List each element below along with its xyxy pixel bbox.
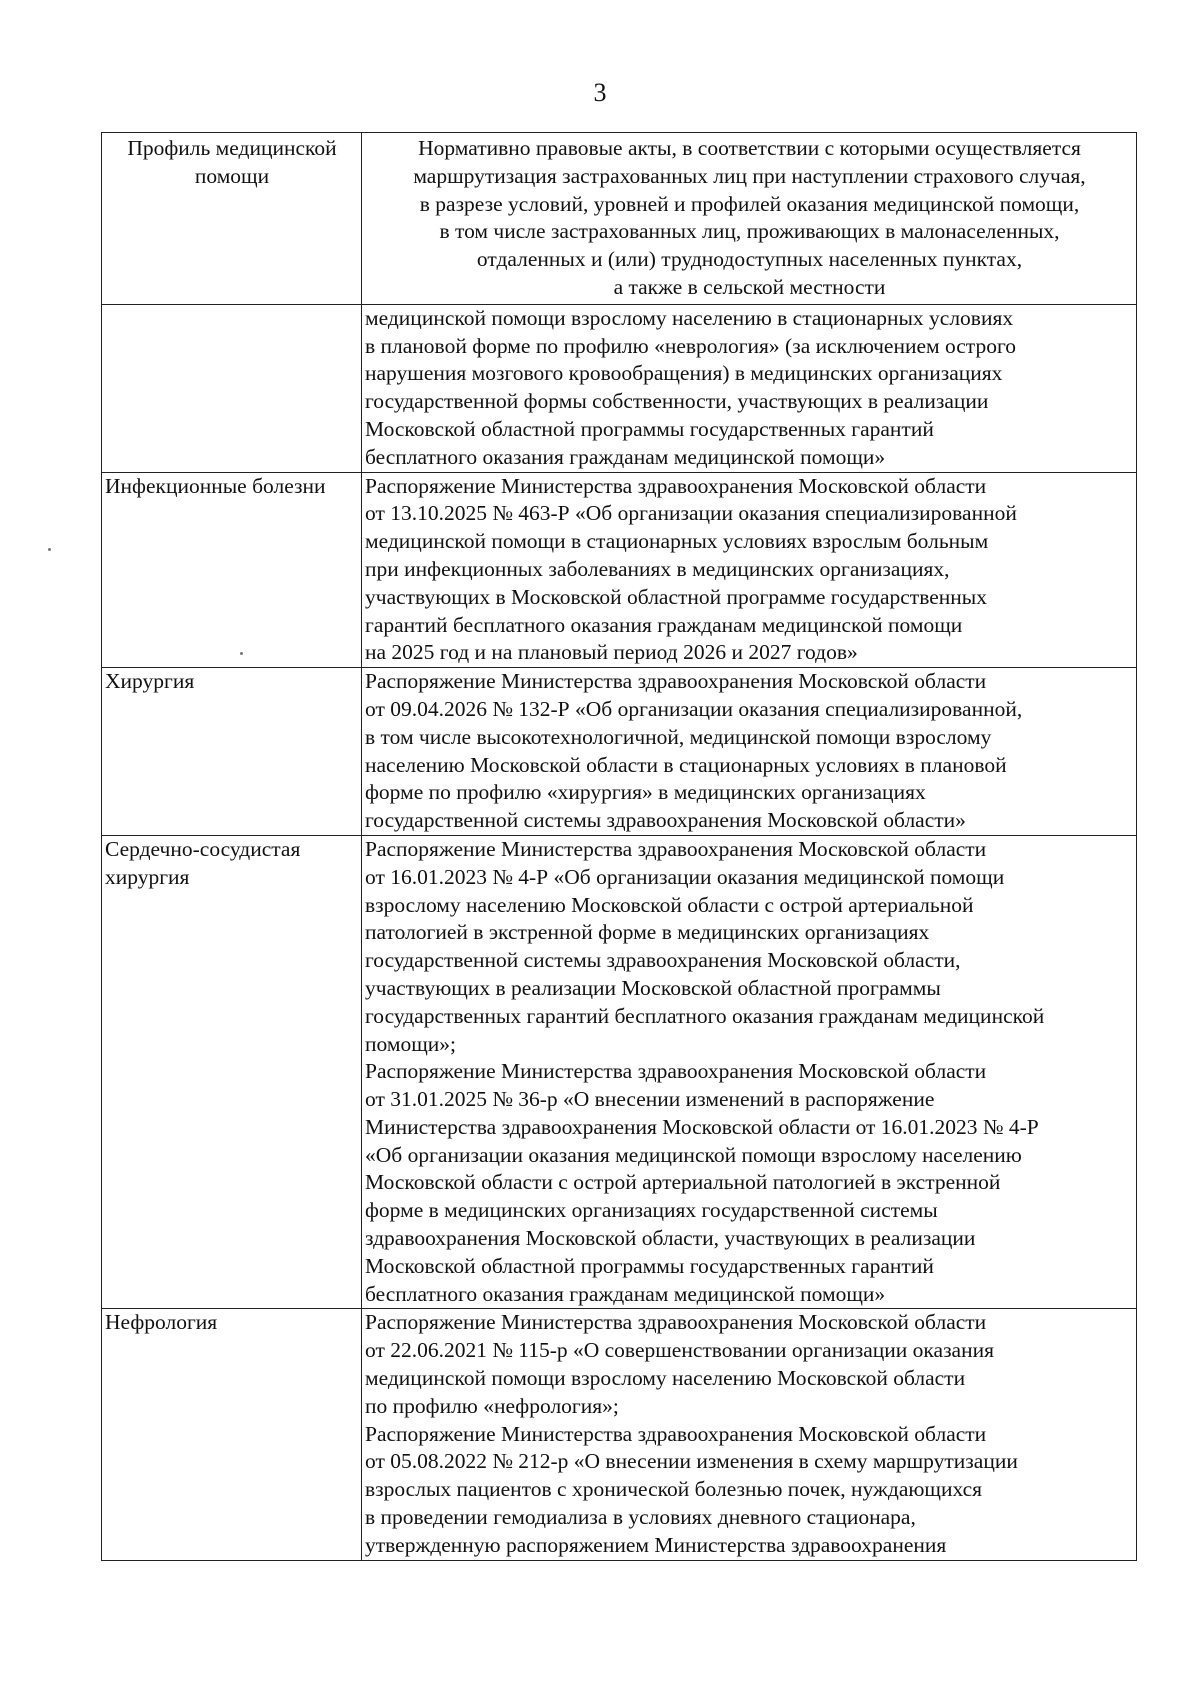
text-line: бесплатного оказания гражданам медицинской помощи» — [365, 1281, 886, 1306]
text-line: хирургия — [105, 864, 190, 889]
text-line: в том числе застрахованных лиц, проживающих в малонаселенных, — [439, 219, 1060, 244]
text-line: медицинской помощи в стационарных условиях взрослым больным — [365, 529, 989, 554]
text-line: от 16.01.2023 № 4-Р «Об организации оказания медицинской помощи — [365, 864, 1005, 889]
text-line: а также в сельской местности — [613, 274, 886, 299]
text-line: отдаленных и (или) труднодоступных населенных пунктах, — [476, 247, 1023, 272]
table-body — [102, 304, 1137, 1560]
text-line: Сердечно-сосудистая — [105, 836, 301, 861]
text-line: форме в медицинских организациях государственной системы — [365, 1198, 938, 1223]
text-line: Министерства здравоохранения Московской области от 16.01.2023 № 4-Р — [365, 1114, 1039, 1139]
profile-cell — [102, 472, 362, 668]
text-line: Распоряжение Министерства здравоохранения Московской области — [365, 1310, 987, 1335]
text-line: Профиль медицинской — [127, 136, 337, 160]
text-line: Нормативно правовые акты, в соответствии с которыми осуществляется — [418, 136, 1081, 160]
text-line: по профилю «нефрология»; — [365, 1393, 619, 1418]
text-line: в том числе высокотехнологичной, медицинской помощи взрослому — [365, 724, 992, 749]
text-line: Московской областной программы государственных гарантий — [365, 1253, 934, 1278]
text-line: государственной системы здравоохранения Московской области» — [365, 808, 966, 833]
text-line: в разрезе условий, уровней и профилей оказания медицинской помощи, — [419, 191, 1080, 216]
legal-acts-cell — [362, 472, 1137, 668]
scan-speck — [240, 652, 243, 655]
text-line: Инфекционные болезни — [105, 473, 326, 498]
text-line: взрослому населению Московской области с острой артериальной — [365, 892, 974, 917]
text-line: Распоряжение Министерства здравоохранения Московской области — [365, 669, 987, 694]
text-line: Распоряжение Министерства здравоохранения Московской области — [365, 836, 987, 861]
text-line: от 22.06.2021 № 115-р «О совершенствовании организации оказания — [365, 1338, 995, 1363]
text-line: помощи — [194, 163, 270, 188]
text-line: государственной формы собственности, участвующих в реализации — [365, 389, 989, 414]
text-line: взрослых пациентов с хронической болезнью почек, нуждающихся — [365, 1477, 983, 1502]
text-line: помощи»; — [365, 1031, 456, 1056]
text-line: при инфекционных заболеваниях в медицинских организациях, — [365, 556, 950, 581]
text-line: Московской области с острой артериальной патологией в экстренной — [365, 1170, 1001, 1195]
table-row — [102, 668, 1137, 836]
text-line: участвующих в Московской областной программе государственных — [365, 584, 987, 609]
table-row — [102, 835, 1137, 1309]
text-line: Хирургия — [105, 669, 195, 694]
text-line: государственных гарантий бесплатного оказания гражданам медицинской — [365, 1003, 1045, 1028]
text-line: от 09.04.2026 № 132-Р «Об организации оказания специализированной, — [365, 696, 1023, 721]
text-line: медицинской помощи взрослому населению Московской области — [365, 1366, 966, 1391]
text-line: медицинской помощи взрослому населению в стационарных условиях — [365, 305, 1014, 330]
text-line: здравоохранения Московской области, участвующих в реализации — [365, 1226, 976, 1251]
table-row — [102, 304, 1137, 472]
page-number: 3 — [593, 78, 607, 107]
text-line: Распоряжение Министерства здравоохранения Московской области — [365, 473, 987, 498]
text-line: участвующих в реализации Московской областной программы — [365, 975, 941, 1000]
text-line: Распоряжение Министерства здравоохранения Московской области — [365, 1059, 987, 1084]
text-line: на 2025 год и на плановый период 2026 и 2027 годов» — [365, 640, 858, 665]
text-line: от 05.08.2022 № 212-р «О внесении изменения в схему маршрутизации — [365, 1449, 1018, 1474]
text-line: форме по профилю «хирургия» в медицинских организациях — [365, 780, 926, 805]
text-line: от 13.10.2025 № 463-Р «Об организации оказания специализированной — [365, 501, 1017, 526]
legal-acts-cell — [362, 1309, 1137, 1560]
profile-cell — [102, 835, 362, 1309]
profile-cell — [102, 304, 362, 472]
text-line: маршрутизация застрахованных лиц при наступлении страхового случая, — [413, 163, 1086, 188]
text-line: в проведении гемодиализа в условиях дневного стационара, — [365, 1505, 916, 1530]
text-line: населению Московской области в стационарных условиях в плановой — [365, 752, 1007, 777]
profile-cell — [102, 668, 362, 836]
table-header-row — [102, 133, 1137, 305]
header-acts — [362, 133, 1137, 305]
text-line: утвержденную распоряжением Министерства здравоохранения — [365, 1532, 947, 1557]
text-line: Распоряжение Министерства здравоохранения Московской области — [365, 1421, 987, 1446]
text-line: бесплатного оказания гражданам медицинской помощи» — [365, 444, 886, 469]
text-line: патологией в экстренной форме в медицинских организациях — [365, 920, 930, 945]
legal-acts-cell — [362, 304, 1137, 472]
legal-acts-cell — [362, 668, 1137, 836]
text-line: в плановой форме по профилю «неврология» (за исключением острого — [365, 333, 1016, 358]
header-profile — [102, 133, 362, 305]
text-line: Московской областной программы государственных гарантий — [365, 416, 934, 441]
profile-cell — [102, 1309, 362, 1560]
scan-speck — [48, 548, 51, 551]
table-row — [102, 472, 1137, 668]
text-line: нарушения мозгового кровообращения) в медицинских организациях — [365, 361, 1003, 386]
legal-acts-cell — [362, 835, 1137, 1309]
routing-table — [101, 132, 1137, 1561]
text-line: Нефрология — [105, 1310, 218, 1335]
text-line: «Об организации оказания медицинской помощи взрослому населению — [365, 1142, 1022, 1167]
text-line: от 31.01.2025 № 36-р «О внесении изменений в распоряжение — [365, 1087, 935, 1112]
text-line: гарантий бесплатного оказания гражданам медицинской помощи — [365, 612, 963, 637]
text-line: государственной системы здравоохранения Московской области, — [365, 948, 961, 973]
table-row — [102, 1309, 1137, 1560]
